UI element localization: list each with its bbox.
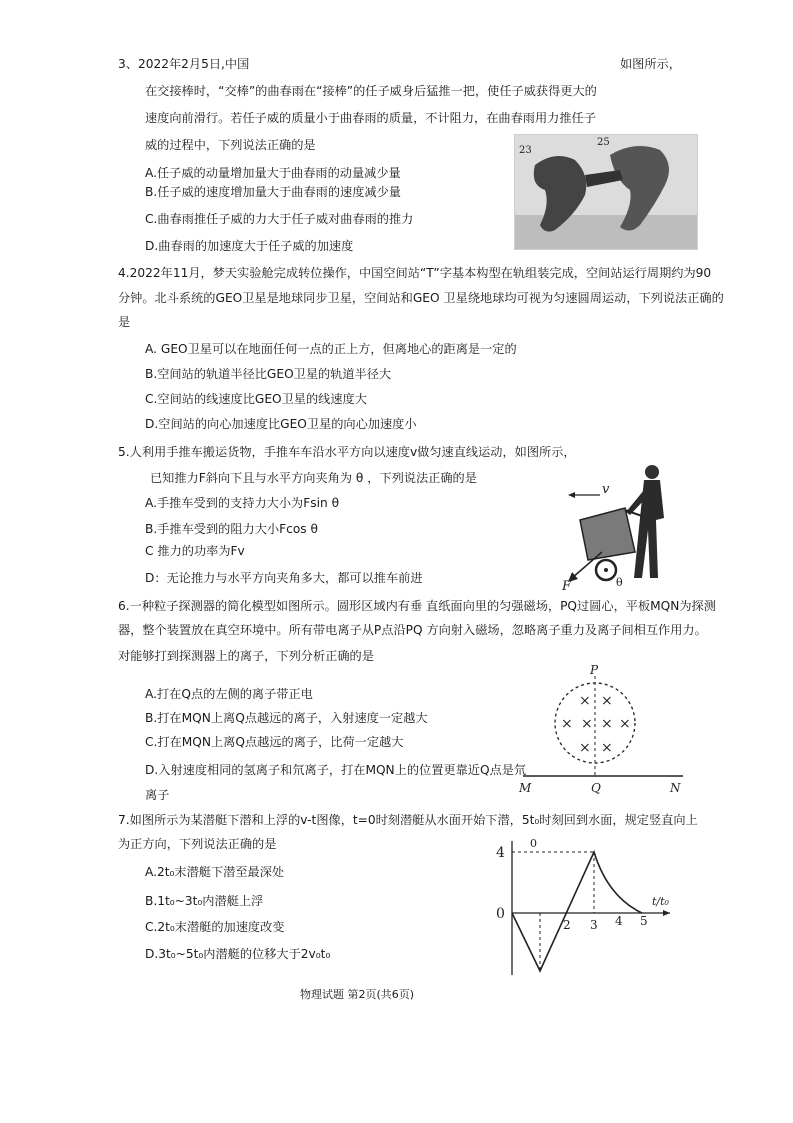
label-p: P (590, 663, 599, 677)
q3-line3: 速度向前滑行。若任子威的质量小于曲春雨的质量，不计阻力，在曲春雨用力推任子 (145, 111, 596, 125)
field-cross: × (619, 716, 631, 732)
q4-option-c: C.空间站的线速度比GEO卫星的线速度大 (145, 392, 367, 406)
tick-x4: 4 (615, 914, 623, 928)
magnetic-field-figure (515, 660, 690, 795)
label-theta: θ (616, 576, 623, 589)
tick-x2: 2 (563, 918, 571, 932)
field-cross: × (601, 716, 613, 732)
q4-option-a: A. GEO卫星可以在地面任何一点的正上方，但离地心的距离是一定的 (145, 342, 517, 356)
q6-option-d: D.入射速度相同的氢离子和氘离子，打在MQN上的位置更靠近Q点是氘 (145, 763, 527, 777)
skaters-figure (515, 135, 697, 249)
tick-x3: 3 (590, 918, 598, 932)
label-q: Q (591, 781, 601, 795)
field-cross: × (579, 693, 591, 709)
q5-option-c: C 推力的功率为Fv (145, 544, 245, 558)
q3-line4: 威的过程中，下列说法正确的是 (145, 138, 316, 152)
label-v0: 0 (530, 837, 537, 850)
q4-line3: 是 (118, 315, 131, 329)
q6-line2: 器，整个装置放在真空环境中。所有带电离子从P点沿PQ 方向射入磁场，忽略离子重力及离子间相互作用力。 (118, 623, 707, 637)
q5-option-b: B.手推车受到的阻力大小Fcos θ (145, 522, 318, 536)
tick-y0: 0 (496, 906, 505, 922)
page-footer: 物理试题 第2页(共6页) (300, 988, 415, 1001)
q6-line3: 对能够打到探测器上的离子，下列分析正确的是 (118, 649, 374, 663)
field-cross: × (579, 740, 591, 756)
x-axis-label: t/t₀ (652, 895, 669, 908)
skating-photo (514, 134, 698, 250)
q3-line2: 在交接棒时，“交棒”的曲春雨在“接棒”的任子威身后猛推一把，使任子威获得更大的 (145, 84, 597, 98)
tick-x5: 5 (640, 914, 648, 928)
q6-line1: 6.一种粒子探测器的简化模型如图所示。圆形区域内有垂 直纸面向里的匀强磁场，PQ过圆心，平板MQN为探测 (118, 599, 716, 613)
q5-line1: 5.人利用手推车搬运货物，手推车车沿水平方向以速度v做匀速直线运动，如图所示， (118, 445, 576, 459)
q7-option-b: B.1t₀~3t₀内潜艇上浮 (145, 894, 264, 908)
q5-option-a: A.手推车受到的支持力大小为Fsin θ (145, 496, 340, 510)
q7-line2: 为正方向，下列说法正确的是 (118, 837, 277, 851)
field-cross: × (561, 716, 573, 732)
photo-number-23: 23 (519, 145, 532, 156)
cart-figure (560, 460, 690, 592)
q6-option-c: C.打在MQN上离Q点越远的离子，比荷一定越大 (145, 735, 404, 749)
vt-graph (490, 835, 680, 980)
q3-option-a: A.任子威的动量增加量大于曲春雨的动量减少量 (145, 166, 401, 180)
q3-option-b: B.任子威的速度增加量大于曲春雨的速度减少量 (145, 185, 401, 199)
label-n: N (670, 781, 681, 795)
q7-option-a: A.2t₀末潜艇下潜至最深处 (145, 865, 285, 879)
label-v: v (602, 482, 610, 497)
q4-line1: 4.2022年11月，梦天实验舱完成转位操作，中国空间站“T”字基本构型在轨组装完成，空间站运行周期约为90 (118, 266, 712, 280)
tick-y4: 4 (496, 845, 505, 861)
q6-option-d-cont: 离子 (145, 788, 170, 802)
q7-option-d: D.3t₀~5t₀内潜艇的位移大于2v₀t₀ (145, 947, 331, 961)
photo-number-25: 25 (597, 137, 610, 148)
q3-line1-right: 如图所示， (620, 57, 681, 71)
q6-option-b: B.打在MQN上离Q点越远的离子，入射速度一定越大 (145, 711, 428, 725)
field-cross: × (581, 716, 593, 732)
field-cross: × (601, 740, 613, 756)
q6-option-a: A.打在Q点的左侧的离子带正电 (145, 687, 313, 701)
q5-line2: 已知推力F斜向下且与水平方向夹角为 θ ，下列说法正确的是 (150, 471, 477, 485)
q3-option-c: C.曲春雨推任子威的力大于任子威对曲春雨的推力 (145, 212, 414, 226)
q4-option-d: D.空间站的向心加速度比GEO卫星的向心加速度小 (145, 417, 417, 431)
q5-option-d: D：无论推力与水平方向夹角多大，都可以推车前进 (145, 571, 423, 585)
q4-line2: 分钟。北斗系统的GEO卫星是地球同步卫星，空间站和GEO 卫星绕地球均可视为匀速圆周运动，下列说法正确的 (118, 291, 724, 305)
q4-option-b: B.空间站的轨道半径比GEO卫星的轨道半径大 (145, 367, 392, 381)
q7-line1: 7.如图所示为某潜艇下潜和上浮的v-t图像，t=0时刻潜艇从水面开始下潜，5t₀时刻回到水面，规定竖直向上 (118, 813, 698, 827)
q3-option-d: D.曲春雨的加速度大于任子威的加速度 (145, 239, 354, 253)
label-m: M (519, 781, 532, 795)
label-f: F (562, 579, 572, 592)
q3-line1-left: 3、2022年2月5日,中国 (118, 57, 250, 71)
field-cross: × (601, 693, 613, 709)
q7-option-c: C.2t₀末潜艇的加速度改变 (145, 920, 285, 934)
